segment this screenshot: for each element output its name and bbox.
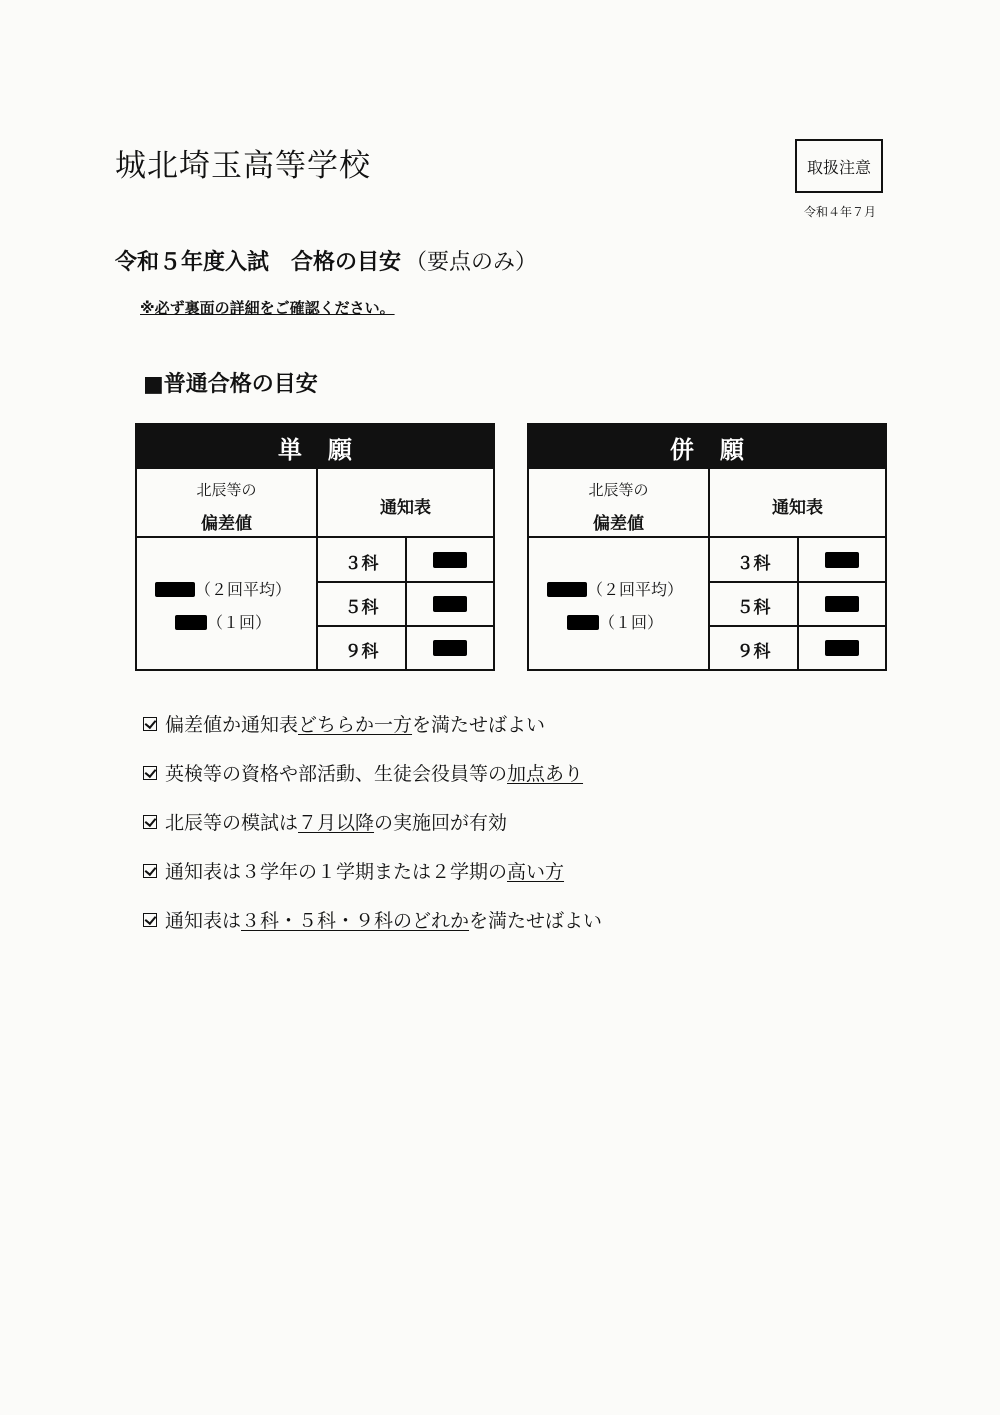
school-name: 城北埼玉高等学校 [115,148,371,184]
checked-box-icon [143,766,157,780]
check-item: 偏差値か通知表 どちらか一方 を満たせばよい [143,710,545,737]
checked-box-icon [143,815,157,829]
table-title: 併願 [529,425,885,469]
section-heading: ■普通合格の目安 [143,372,318,397]
deviation-avg-row [547,577,683,600]
deviation-label-line1: 北辰等の [588,481,649,499]
subject-9: ９科 [736,642,771,662]
deviation-avg-row [155,577,291,600]
check-item: 通知表は３学年の１学期または２学期の 高い方 [143,857,564,884]
checked-box-icon [143,864,157,878]
redacted-value [175,615,207,630]
title-sub: （要点のみ） [405,250,538,275]
deviation-single-label: （１回） [207,613,272,632]
redacted-value [433,640,467,656]
check-item: 通知表は ３科・５科・９科のどれか を満たせばよい [143,906,602,933]
issue-date: 令和４年７月 [803,205,876,219]
table-title: 単願 [137,425,493,469]
checked-box-icon [143,913,157,927]
check-item: 英検等の資格や部活動、生徒会役員等の 加点あり [143,759,583,786]
subject-3: ３科 [344,554,379,574]
page-title [115,245,537,276]
report-card-label: 通知表 [772,498,823,518]
subject-5: ５科 [344,598,379,618]
table-single-application [135,423,495,671]
redacted-value [433,552,467,568]
deviation-label-line2: 偏差値 [201,514,252,534]
redacted-value [155,582,195,597]
deviation-label-line2: 偏差値 [593,514,644,534]
redacted-value [567,615,599,630]
deviation-single-label: （１回） [599,613,664,632]
deviation-avg-label: （２回平均） [587,580,684,599]
redacted-value [825,552,859,568]
subject-9: ９科 [344,642,379,662]
redacted-value [433,596,467,612]
checked-box-icon [143,717,157,731]
redacted-value [825,596,859,612]
deviation-label-line1: 北辰等の [196,481,257,499]
subject-5: ５科 [736,598,771,618]
redacted-value [825,640,859,656]
deviation-avg-label: （２回平均） [195,580,292,599]
title-main: 令和５年度入試 合格の目安 [115,250,402,275]
check-item: 北辰等の模試は ７月以降 の実施回が有効 [143,808,507,835]
confidential-stamp: 取扱注意 [795,139,883,193]
report-card-label: 通知表 [380,498,431,518]
table-combined-application [527,423,887,671]
deviation-single-row [567,610,663,633]
deviation-single-row [175,610,271,633]
subject-3: ３科 [736,554,771,574]
notice-text: ※必ず裏面の詳細をご確認ください。 [140,299,395,317]
redacted-value [547,582,587,597]
